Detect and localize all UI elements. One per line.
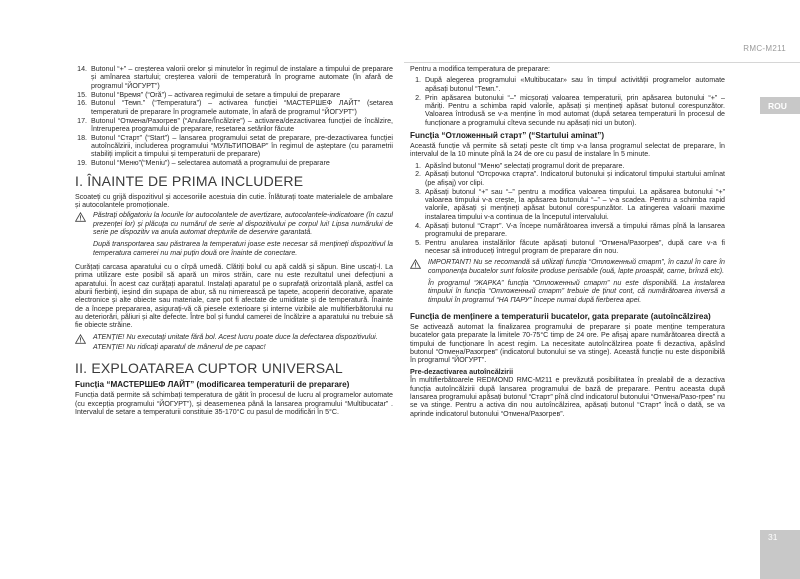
paragraph: Scoateți cu grijă dispozitivul și accesoriile acestuia din cutie. Înlăturați toate materialele de ambalare și autocolantele promoționale. xyxy=(75,192,393,209)
paragraph: Se activează automat la finalizarea programului de preparare și poate menține temperatura bucatelor gata preparate la limitele 70-75°С timp de 24 ore. Pe afișaj apare numărătoarea directă a timpului de funcționare în acest regim. La necesitate autoîncălzirea poate fi dezactiva, apăsînd butonul “Отмена/Разогрев” (indicatorul butonului se va stinge). Această funcție nu este disponibilă în programul “ЙОГУРТ”. xyxy=(410,323,725,365)
list-item: 19. Butonul “Меню”(“Meniu”) – selectarea automată a programului de preparare xyxy=(77,159,330,168)
list-item: 3. Apăsați butonul “+” sau “–” pentru a modifica valoarea timpului. La apăsarea butonului “+” valoarea timpului v-a crește, la apăsarea butonului “–” – v-a scadea. Pentru a schimba rapid valorile, apăsați și mențineți apăsat butonul corespunzător. La atingerea valoarii maxime instalarea timpului v-a continua de la începutul intervalului. xyxy=(415,187,725,221)
subsection-title: Funcția “МАСТЕРШЕФ ЛАЙТ” (modificarea temperaturii de preparare) xyxy=(75,380,350,390)
list-item: 1. Apăsînd butonul “Меню” selectați programul dorit de preparare. xyxy=(415,161,625,170)
button-list xyxy=(75,65,393,168)
list-item: 2. Prin apăsarea butonului “–” micșorați valoarea temperaturii, prin apăsarea butonului “+” – măriți. Pentru a schimba rapid valorile, apăsați și mențineți apăsat butonul corespunzător. Valoarea întrodusă se v-a menține în mod automat (după setarea temperaturii în procesul de funcționare a programului cîteva secunde nu apăsați nici un buton). xyxy=(415,93,725,127)
page-number: 31 xyxy=(768,532,778,542)
paragraph: În multifierbătoarele REDMOND RMC-M211 e prevăzută posibilitatea în prealabil de a dezactiva funcția autoîncălzirii după lansarea programului de bază de preparare. Pentru aceasta după lansarea programului apăsați butonul “Старт” pînă cînd indicatorul butonului “Отмена/Разо-грев” nu se va stinge. Pentru a activa din nou autoîncălzirea, apăsați butonul “Старт” încă o dată, se va aprinde indicatorul butonului “Отмена/Разогрев”. xyxy=(410,376,725,418)
paragraph: Funcția dată permite să schimbați temperatura de gătit în procesul de lucru al programelor automate (cu excepția programului “ЙОГУРТ”), și deasemenea până la lansarea programului “Multibucatar” . Intervalul de setare a temperaturii constituie 35-170°C cu pasul de modificări în 5°C. xyxy=(75,391,393,417)
warning-block xyxy=(75,211,393,261)
list-item: 14. Butonul “+” – creșterea valorii orelor și minutelor în regimul de instalare a timpului de preparare și amînarea startului; creșterea valorii de temperatură în programe automate (în afară de programul “ЙОГУРТ”) xyxy=(77,65,393,90)
subsection-title: Funcția “Отложенный старт” (“Startului aminat”) xyxy=(410,130,605,140)
section-title-1: I. ÎNAINTE DE PRIMA INCLUDERE xyxy=(75,172,304,189)
warning-text: După transportarea sau păstrarea la temperaturi joase este necesar să mențineți dispozitivul la temperatura camerei nu mai puțin două ore înainte de conectare. xyxy=(93,240,393,257)
paragraph: Această funcție vă permite să setați peste cît timp v-a lansa programul selectat de preparare, în intervalul de la 10 minute pînă la 24 de ore cu pasul de instalare în 5 minute. xyxy=(410,141,725,159)
list-item: 15. Butonul “Время” (“Oră”) – activarea regimului de setare a timpului de preparare xyxy=(77,90,341,99)
page-number-tab xyxy=(760,530,800,579)
subsection-title: Pre-dezactivarea autoîncălzirii xyxy=(410,366,514,376)
list-item: 2. Apăsați butonul “Отсрочка старта”. Indicatorul butonului și indicatorul timpului startului amînat (pe afișaj) vor clipi. xyxy=(415,170,725,187)
list-item: 5. Pentru anularea instalărilor făcute apăsați butonul “Отмена/Разогрев”, după care v-a fi necesar să introduceți întregul program de preparare din nou. xyxy=(415,238,725,256)
left-column xyxy=(75,65,393,418)
list-item: 4. Apăsați butonul “Старт”. V-a începe numărătoarea inversă a timpului rămas pînă la lansarea programului de preparare. xyxy=(415,221,725,238)
warning-text: ATENȚIE! Nu executați unitate fără bol. Acest lucru poate duce la defectarea dispozitivului. xyxy=(93,332,378,341)
list-item: 1. După alegerea programului «Multibucatar» sau în timpul activității programelor automate apăsați butonul “Темп.”. xyxy=(415,76,725,93)
language-label: ROU xyxy=(768,100,787,111)
model-label: RMC-M211 xyxy=(743,44,786,53)
warning-text: ATENȚIE! Nu ridicați aparatul de mânerul de pe capac! xyxy=(93,343,266,352)
language-tab xyxy=(760,97,800,114)
section-title-2: II. EXPLOATAREA CUPTOR UNIVERSAL xyxy=(75,360,343,377)
paragraph: Curățați carcasa aparatului cu o cîrpă umedă. Clătiți bolul cu apă caldă și săpun. Bine uscați-l. La prima utilizare este posibil să apară un miros străin, care nu este rezultatul unei defecțiuni a aparatului. În acest caz curățați aparatul. Instalați aparatul pe o suprafață orizontală plană, astfel ca aburii fierbinți, ieșind din supapa de abur, să nu nimerească pe tapete, acoperiri decorative, aparate electronice și alte obiecte sau materiale, care pot fi afectate de umiditate și de temperatură. Înainte de a începe prepararea, asigurați-vă că piesele exterioare și interne vizibile ale multifierbătorului nu au deteriorări, păliuri și alte defecte. Între bol și fundul camerei de încălzire a aparatului nu trebuie să fie obiecte străine. xyxy=(75,263,393,330)
steps-list xyxy=(410,162,725,256)
warning-text: Păstrați obligatoriu la locurile lor autocolantele de avertizare, autocolantele-indicatoare (în cazul prezenței lor) și plăcuța cu numărul de serie al dispozitivului pe corpul lui! Lipsa numărului de serie pe dispozitiv va anula automat drepturile de deservire garantată. xyxy=(93,211,393,236)
header-rule xyxy=(404,62,800,63)
paragraph: Pentru a modifica temperatura de preparare: xyxy=(410,65,550,73)
warning-text: În programul “ЖАРКА” funcția “Отложенный старт” nu este disponibilă. La instalarea timpului în funcția “Отложенный старт” trebuie de ținut cont, că numărătoarea inversă a timpului în programul “НА ПАРУ” începe numai după fierberea apei. xyxy=(428,279,725,304)
warning-text: IMPORTANT! Nu se recomandă să utilizați funcția “Отложенный старт”, în cazul în care în componența bucatelor sunt folosite produse perisabile (ouă, lapte proaspăt, carne, brînză etc). xyxy=(428,258,725,275)
warning-icon xyxy=(75,333,93,356)
list-item: 16. Butonul “Темп.” (“Temperatura”) – activarea funcției “МАСТЕРШЕФ ЛАЙТ” (setarea temperaturii de preparare în programele automate, în afară de programul “ЙОГУРТ”) xyxy=(77,99,393,116)
list-item: 17. Butonul “Отмена/Разогрев” (“Anulare/Încălzire”) – activarea/dezactivarea funcției de încălzire, întreruperea programului de preparare, resetarea setărilor făcute xyxy=(77,116,393,133)
warning-icon xyxy=(410,258,428,308)
warning-block xyxy=(75,333,393,356)
warning-block xyxy=(410,258,725,308)
right-column xyxy=(410,65,725,419)
list-item: 18. Butonul “Старт” (“Start”) – lansarea programului setat de preparare, pre-dezactivarea funcției autoîncălzirii, includerea programului “МУЛЬТИПОВАР” în regimul de așteptare (cu parametrii stabiliți implicit a timpului și temperaturii de preparare) xyxy=(77,133,393,159)
subsection-title: Funcția de menținere a temperaturii bucatelor, gata preparate (autoîncălzirea) xyxy=(410,312,711,322)
steps-list xyxy=(410,76,725,127)
warning-icon xyxy=(75,211,93,261)
